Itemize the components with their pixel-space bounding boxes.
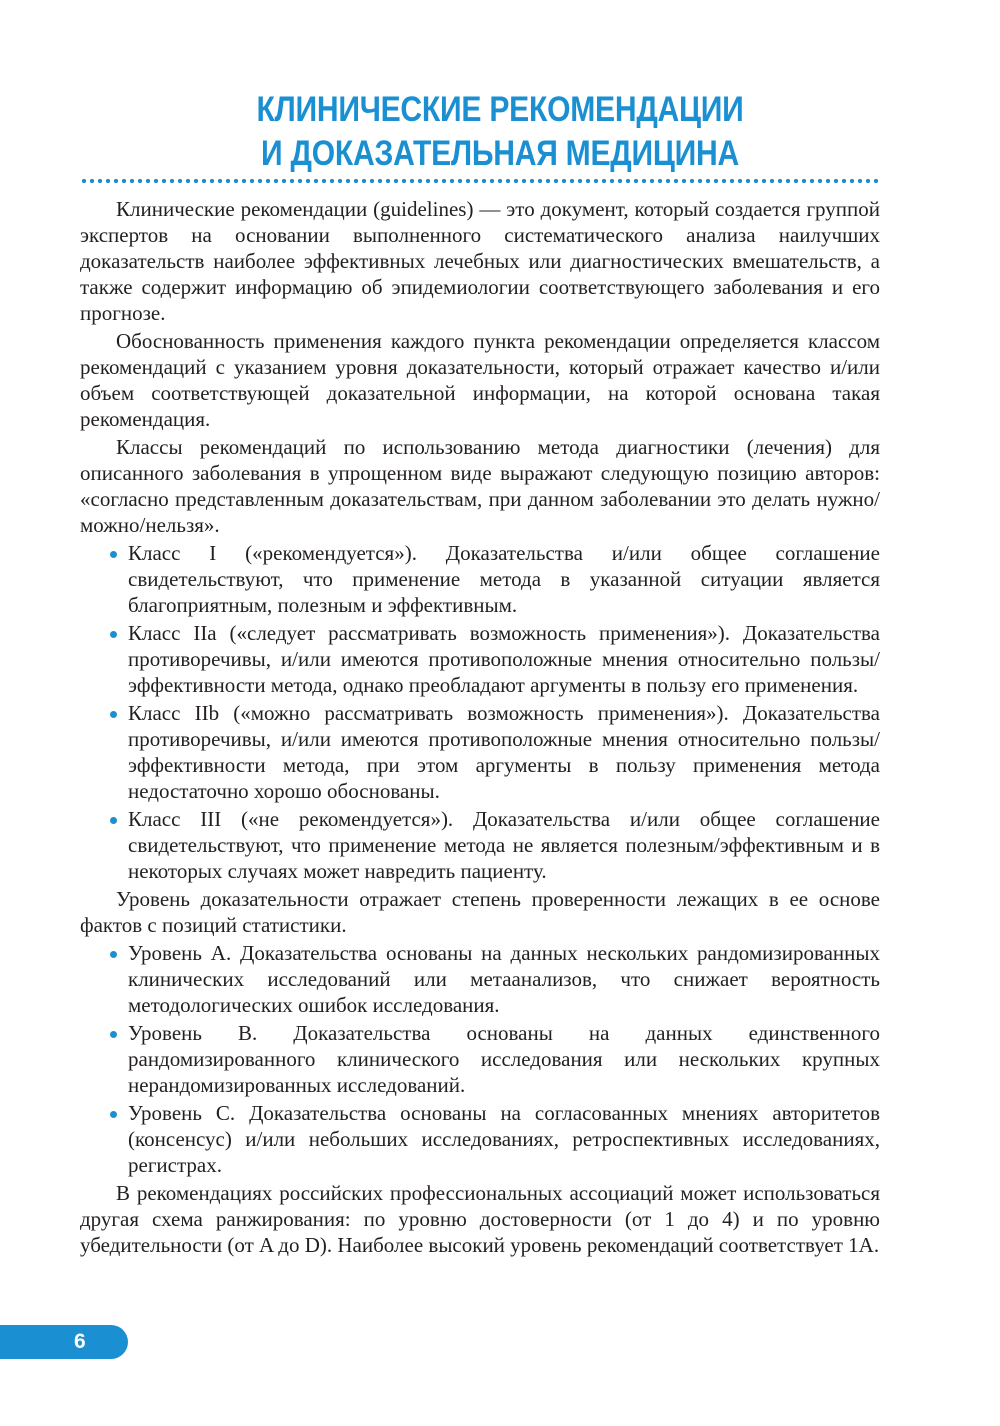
article-body xyxy=(80,196,880,1260)
page-number: 6 xyxy=(74,1330,86,1353)
list-item-class-2a xyxy=(80,620,880,698)
bullet-icon xyxy=(110,631,117,638)
paragraph-guidelines-definition: Клинические рекомендации (guidelines) — это документ, который создается группой экспертов на основании выполненного систематического анализа наилучших доказательств наиболее эффективных лечебных или диагностических вмешательств, а также содержит информацию об эпидемиологии соответствующего заболевания и его прогнозе. xyxy=(80,197,880,325)
class-list xyxy=(80,540,880,884)
level-list xyxy=(80,940,880,1178)
bullet-icon xyxy=(110,951,117,958)
paragraph-russian-associations: В рекомендациях российских профессиональных ассоциаций может использоваться другая схема ранжирования: по уровню достоверности (от 1 до 4) и по уровню убедительности (от A до D). Наиболее высокий уровень рекомендаций соответствует 1A. xyxy=(80,1181,880,1257)
list-item-text: Класс I («рекомендуется»). Доказательства и/или общее соглашение свидетельствуют, что применение метода в указанной ситуации является благоприятным, полезным и эффективным. xyxy=(128,541,880,617)
title-dotted-divider xyxy=(80,178,880,184)
bullet-icon xyxy=(110,711,117,718)
list-item-text: Класс IIb («можно рассматривать возможность применения»). Доказательства противоречивы, и/или имеются противоположные мнения относительно пользы/эффективности метода, при этом аргументы в пользу применения метода недостаточно хорошо обоснованы. xyxy=(128,701,880,803)
list-item-text: Уровень В. Доказательства основаны на данных единственного рандомизированного клинического исследования или нескольких крупных нерандомизированных исследований. xyxy=(128,1021,880,1097)
bullet-icon xyxy=(110,1031,117,1038)
paragraph-recommendation-basis: Обоснованность применения каждого пункта рекомендации определяется классом рекомендаций с указанием уровня доказательности, который отражает качество и/или объем соответствующей доказательной информации, на которой основана такая рекомендация. xyxy=(80,329,880,431)
title-line-1: КЛИНИЧЕСКИЕ РЕКОМЕНДАЦИИ xyxy=(256,90,744,129)
page-title xyxy=(70,88,930,176)
bullet-icon xyxy=(110,1111,117,1118)
page-number-tab xyxy=(0,1325,128,1359)
title-line-2: И ДОКАЗАТЕЛЬНАЯ МЕДИЦИНА xyxy=(261,134,739,173)
bullet-icon xyxy=(110,551,117,558)
list-item-level-c xyxy=(80,1100,880,1178)
list-item-level-a xyxy=(80,940,880,1018)
list-item-text: Класс IIa («следует рассматривать возможность применения»). Доказательства противоречивы, и/или имеются противоположные мнения относительно пользы/эффективности метода, однако преобладают аргументы в пользу его применения. xyxy=(128,621,880,697)
paragraph-recommendation-classes: Классы рекомендаций по использованию метода диагностики (лечения) для описанного заболевания в упрощенном виде выражают следующую позицию авторов: «согласно представленным доказательствам, при данном заболевании это делать нужно/можно/нельзя». xyxy=(80,435,880,537)
list-item-class-3 xyxy=(80,806,880,884)
list-item-text: Класс III («не рекомендуется»). Доказательства и/или общее соглашение свидетельствуют, что применение метода не является полезным/эффективным и в некоторых случаях может навредить пациенту. xyxy=(128,807,880,883)
list-item-class-1 xyxy=(80,540,880,618)
bullet-icon xyxy=(110,817,117,824)
list-item-class-2b xyxy=(80,700,880,804)
paragraph-evidence-level: Уровень доказательности отражает степень проверенности лежащих в ее основе фактов с позиций статистики. xyxy=(80,887,880,937)
list-item-text: Уровень С. Доказательства основаны на согласованных мнениях авторитетов (консенсус) и/или небольших исследованиях, ретроспективных исследованиях, регистрах. xyxy=(128,1101,880,1177)
list-item-text: Уровень А. Доказательства основаны на данных нескольких рандомизированных клинических исследований или метаанализов, что снижает вероятность методологических ошибок исследования. xyxy=(128,941,880,1017)
list-item-level-b xyxy=(80,1020,880,1098)
